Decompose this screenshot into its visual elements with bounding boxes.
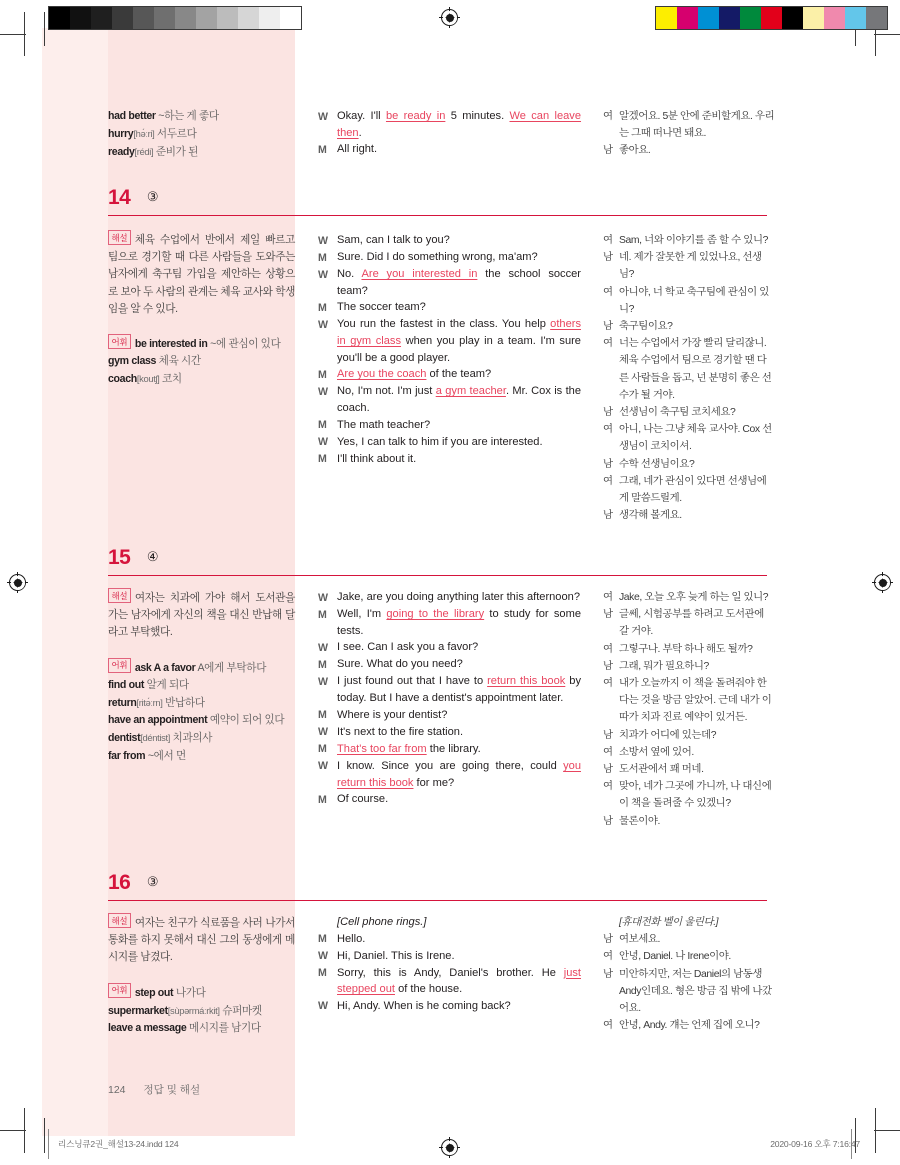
question-rule-16 <box>108 900 767 901</box>
translation-line <box>603 421 775 455</box>
translation-text: 치과가 어디에 있는데? <box>619 729 717 741</box>
script-line <box>318 758 581 791</box>
speaker-label-ko: 여 <box>603 746 613 758</box>
vocabulary-tag: 어휘 <box>108 334 131 349</box>
translation-line <box>603 641 775 658</box>
script-line <box>318 656 581 673</box>
script-text: All right. <box>337 143 378 156</box>
vocab-term: leave a message <box>108 1022 187 1035</box>
translation-text: 알겠어요. 5분 안에 준비할게요. 우리는 그때 떠나면 돼요. <box>619 111 775 140</box>
speaker-label-ko: 여 <box>603 643 613 655</box>
script-line <box>318 141 581 158</box>
script-text: Where is your dentist? <box>337 708 448 721</box>
script-text: I see. Can I ask you a favor? <box>337 641 479 654</box>
translation-text: 안녕, Daniel. 나 Irene이야. <box>619 951 731 963</box>
translation-text: Sam, 너와 이야기를 좀 할 수 있니? <box>619 235 768 246</box>
translation-text: 축구팀이요? <box>619 321 673 333</box>
script-line <box>318 434 581 451</box>
speaker-label: W <box>318 110 328 123</box>
speaker-label: M <box>318 967 327 980</box>
vocab-meaning: 준비가 된 <box>153 146 199 159</box>
vocab-term: step out <box>134 986 174 999</box>
stage-direction: [Cell phone rings.] <box>337 916 427 928</box>
swatch-2 <box>698 7 719 29</box>
vocab-pronunciation: [rédi] <box>134 146 154 158</box>
speaker-label: M <box>318 743 327 756</box>
script-text: Okay. I'll be ready in 5 minutes. We can leave then. <box>337 110 582 139</box>
translation-text: Jake, 오늘 오후 늦게 하는 일 있니? <box>619 592 769 603</box>
speaker-label: W <box>318 1000 328 1013</box>
vocab-entry <box>108 353 295 370</box>
speaker-label: M <box>318 658 327 671</box>
vocab-entry <box>108 1002 295 1020</box>
speaker-label-ko: 남 <box>603 510 613 522</box>
translation-line <box>603 778 775 812</box>
speaker-label: M <box>318 453 327 466</box>
speaker-label-ko: 남 <box>603 407 613 419</box>
speaker-label-ko: 남 <box>603 660 613 672</box>
script-text: No, I'm not. I'm just a gym teacher. Mr. Cox is the coach. <box>337 385 582 414</box>
script-line <box>318 366 581 383</box>
translation-line <box>603 456 775 473</box>
speaker-label-ko: 남 <box>603 609 613 621</box>
script-line <box>318 931 581 948</box>
speaker-label: W <box>318 675 328 688</box>
question-answer-15: ④ <box>146 549 159 564</box>
swatch-9 <box>238 7 259 29</box>
script-text: The soccer team? <box>337 301 426 314</box>
explanation-block-16 <box>108 913 295 967</box>
speaker-label-ko: 여 <box>603 781 613 793</box>
vocab-pronunciation: [ritə́ːrn] <box>136 697 163 709</box>
question-number-16: 16 <box>108 871 131 894</box>
speaker-label-ko: 남 <box>603 729 613 741</box>
script-text: The math teacher? <box>337 418 431 431</box>
translation-line <box>603 914 775 931</box>
swatch-4 <box>133 7 154 29</box>
translation-text: 맞아, 네가 그곳에 가니까, 나 대신에 이 책을 돌려줄 수 있겠니? <box>619 781 772 810</box>
slug-filename: 리스닝큐2권_해설13-24.indd 124 <box>58 1139 179 1149</box>
swatch-0 <box>49 7 70 29</box>
script-text: I'll think about it. <box>337 452 417 465</box>
swatch-2 <box>91 7 112 29</box>
translation-text: 생각해 볼게요. <box>619 510 682 522</box>
explanation-tag: 해설 <box>108 230 131 245</box>
page-footer <box>108 1082 200 1097</box>
translation-text: 그렇구나. 부탁 하나 해도 될까? <box>619 643 753 655</box>
vocab-pronunciation: [sùpərmáːrkit] <box>167 1004 220 1016</box>
speaker-label-ko: 여 <box>603 111 613 122</box>
grayscale-swatch-bar <box>48 6 302 30</box>
speaker-label-ko: 여 <box>603 286 613 298</box>
registration-target-icon-left <box>9 574 26 591</box>
speaker-label: M <box>318 143 327 156</box>
speaker-label: W <box>318 591 328 604</box>
script-line <box>318 639 581 656</box>
vocab-meaning: 슈퍼마켓 <box>219 1004 262 1017</box>
crop-mark-top-left-v2 <box>44 12 45 46</box>
translation-text: 선생님이 축구팀 코치세요? <box>619 407 736 419</box>
registration-target-icon-bottom <box>441 1139 458 1156</box>
vocab-entry <box>135 662 266 674</box>
translation-line <box>603 966 775 1018</box>
translation-line <box>603 318 775 335</box>
speaker-label: W <box>318 950 328 963</box>
vocabulary-tag: 어휘 <box>108 983 131 998</box>
question-rule-15 <box>108 575 767 576</box>
script-line <box>318 451 581 468</box>
script-line <box>318 249 581 266</box>
vocab-meaning: 코치 <box>159 373 182 386</box>
translation-line <box>603 1017 775 1034</box>
speaker-label-ko: 여 <box>603 678 613 690</box>
slug-divider-left <box>48 1129 49 1159</box>
question-14-korean <box>603 232 775 524</box>
vocab-meaning: 체육 시간 <box>156 355 201 368</box>
swatch-9 <box>845 7 866 29</box>
script-line <box>318 316 581 366</box>
swatch-8 <box>217 7 238 29</box>
vocab-block-16 <box>108 983 295 1038</box>
translation-text: 내가 오늘까지 이 책을 돌려줘야 한다는 것을 방금 알았어. 근데 내가 이따가 치과 진료 예약이 있거든. <box>619 678 772 724</box>
vocab-term: had better <box>108 110 156 122</box>
translation-line <box>603 507 775 524</box>
vocab-term: return <box>108 697 137 710</box>
script-line <box>318 606 581 639</box>
vocab-entry <box>108 694 295 712</box>
script-line <box>318 724 581 741</box>
vocab-entry <box>108 729 295 747</box>
crop-mark-bottom-left-v2 <box>44 1118 45 1153</box>
translation-text: 수학 선생님이요? <box>619 458 695 470</box>
script-line <box>318 741 581 758</box>
translation-line <box>603 931 775 948</box>
translation-text: 여보세요. <box>619 934 661 946</box>
question-16-korean <box>603 914 775 1034</box>
speaker-label-ko: 남 <box>603 934 613 946</box>
question-answer-16: ③ <box>146 874 159 889</box>
vocab-meaning: 서두르다 <box>154 128 197 141</box>
question-16-script <box>318 914 581 1015</box>
speaker-label: M <box>318 301 327 314</box>
translation-line <box>603 658 775 675</box>
explanation-block-15 <box>108 588 295 642</box>
speaker-label-ko: 남 <box>603 458 613 470</box>
translation-text: 네. 제가 잘못한 게 있었나요, 선생님? <box>619 252 762 281</box>
question-rule-14 <box>108 215 767 216</box>
script-text: Of course. <box>337 793 389 806</box>
vocab-pronunciation: [déntist] <box>140 732 170 744</box>
speaker-label-ko: 남 <box>603 252 613 264</box>
explanation-tag: 해설 <box>108 588 131 603</box>
script-line <box>318 299 581 316</box>
vocab-pronunciation: [hə́ːri] <box>133 128 155 140</box>
speaker-label: W <box>318 268 328 281</box>
speaker-label: W <box>318 436 328 449</box>
translation-line <box>603 744 775 761</box>
vocab-term: far from <box>108 749 146 762</box>
script-line <box>318 589 581 606</box>
slug-timestamp: 2020-09-16 오후 7:16:47 <box>770 1139 860 1149</box>
translation-line <box>603 606 775 640</box>
vocab-meaning: 나가다 <box>173 986 206 999</box>
swatch-6 <box>782 7 803 29</box>
vocab-block-15 <box>108 658 295 765</box>
vocab-entry <box>108 748 295 765</box>
speaker-label-ko: 여 <box>603 338 613 350</box>
speaker-label-ko: 여 <box>603 475 613 487</box>
script-text: Well, I'm going to the library to study for some tests. <box>337 608 581 637</box>
script-line <box>318 965 581 998</box>
script-text: You run the fastest in the class. You help others in gym class when you play in a team. I'm sure you'll be a good player. <box>337 318 581 364</box>
explanation-text: 체육 수업에서 반에서 제일 빠르고 팀으로 경기할 때 다른 사람들을 도와주는 남자에게 축구팀 가입을 제안하는 상황으로 보아 두 사람의 관계는 체육 교사와 학생임을 알 수 있다. <box>108 234 295 315</box>
speaker-label: M <box>318 709 327 722</box>
script-text: Hello. <box>337 932 366 945</box>
speaker-label-ko: 여 <box>603 951 613 963</box>
speaker-label: W <box>318 726 328 739</box>
speaker-label: M <box>318 608 327 621</box>
translation-text: 도서관에서 꽤 머네. <box>619 764 704 776</box>
question-header-16 <box>108 871 767 895</box>
vocab-entry <box>108 143 295 161</box>
script-text: No. Are you interested in the school soccer team? <box>337 268 581 297</box>
registration-target-icon-top <box>441 9 458 26</box>
speaker-label: M <box>318 933 327 946</box>
vocab-entry <box>108 712 295 729</box>
script-line <box>318 998 581 1015</box>
swatch-3 <box>112 7 133 29</box>
speaker-label-ko: 남 <box>603 815 613 827</box>
script-text: Hi, Daniel. This is Irene. <box>337 949 455 962</box>
swatch-5 <box>761 7 782 29</box>
vocab-term: supermarket <box>108 1004 168 1017</box>
explanation-text: 여자는 친구가 식료품을 사러 나가서 통화를 하지 못해서 대신 그의 동생에게 메시지를 남겼다. <box>108 917 295 964</box>
script-text: That's too far from the library. <box>337 742 481 755</box>
vocab-entry <box>135 987 206 999</box>
speaker-label: W <box>318 385 328 398</box>
question-number-14: 14 <box>108 186 131 209</box>
vocab-term: hurry <box>108 128 134 141</box>
vocab-entry <box>108 1020 295 1037</box>
script-text: Yes, I can talk to him if you are interested. <box>337 435 543 448</box>
crop-mark-left-h-top <box>0 34 26 35</box>
explanation-text: 여자는 치과에 가야 해서 도서관을 가는 남자에게 자신의 책을 대신 반납해 달라고 부탁했다. <box>108 592 295 639</box>
vocabulary-tag: 어휘 <box>108 658 131 673</box>
crop-mark-left-h-bottom <box>0 1130 26 1131</box>
translation-line <box>603 249 775 283</box>
vocab-block-14 <box>108 334 295 389</box>
vocab-meaning: ~하는 게 좋다 <box>155 110 219 122</box>
vocab-term: gym class <box>108 355 157 368</box>
vocab-meaning: 치과의사 <box>169 732 213 745</box>
script-text: Sorry, this is Andy, Daniel's brother. He just stepped out of the house. <box>337 966 581 996</box>
speaker-label: M <box>318 419 327 432</box>
script-line <box>318 383 581 416</box>
question-14-annotations <box>108 230 295 389</box>
question-header-14 <box>108 186 767 210</box>
speaker-label-ko <box>603 914 619 931</box>
crop-mark-right-h-top <box>874 34 900 35</box>
script-text: Are you the coach of the team? <box>337 368 492 381</box>
translation-line <box>603 761 775 778</box>
swatch-1 <box>677 7 698 29</box>
speaker-label-ko: 여 <box>603 235 613 246</box>
translation-line <box>603 727 775 744</box>
speaker-label: M <box>318 793 327 806</box>
speaker-label: W <box>318 760 328 773</box>
page-footer-label: 정답 및 해설 <box>143 1084 201 1096</box>
vocab-term: ready <box>108 146 135 159</box>
question-15-annotations <box>108 588 295 765</box>
script-line <box>318 791 581 808</box>
vocab-meaning: 반납하다 <box>162 697 205 710</box>
explanation-tag: 해설 <box>108 913 131 928</box>
explanation-block-14 <box>108 230 295 318</box>
swatch-7 <box>803 7 824 29</box>
speaker-label-ko: 남 <box>603 764 613 776</box>
script-text: Sure. What do you need? <box>337 658 463 671</box>
speaker-label: M <box>318 251 327 264</box>
script-line <box>318 417 581 434</box>
translation-line <box>603 335 775 404</box>
swatch-3 <box>719 7 740 29</box>
swatch-10 <box>866 7 887 29</box>
script-line <box>318 232 581 249</box>
translation-text: 글쎄, 시험공부를 하려고 도서관에 갈 거야. <box>619 609 764 638</box>
translation-text: 물론이야. <box>619 815 661 827</box>
vocab-term: be interested in <box>134 338 208 351</box>
translation-text: 미안하지만, 저는 Daniel의 남동생 Andy인데요. 형은 방금 집 밖에 나갔어요. <box>619 968 772 1015</box>
speaker-label <box>318 914 337 931</box>
question-15-korean <box>603 589 775 830</box>
script-line <box>318 707 581 724</box>
speaker-label-ko: 여 <box>603 592 613 603</box>
vocab-entry <box>108 370 295 388</box>
page-number: 124 <box>108 1084 126 1096</box>
stage-direction-ko: [휴대전화 벨이 울린다.] <box>619 917 719 928</box>
question-answer-14: ③ <box>146 189 159 204</box>
translation-text: 아니, 나는 그냥 체육 교사야. Cox 선생님이 코치이셔. <box>619 424 772 453</box>
top-fragment-vocab <box>108 108 295 162</box>
swatch-6 <box>175 7 196 29</box>
question-15-script <box>318 589 581 808</box>
vocab-meaning: 알게 되다 <box>144 678 189 691</box>
swatch-7 <box>196 7 217 29</box>
vocab-entry <box>108 677 295 694</box>
script-text: I know. Since you are going there, could you return this book for me? <box>337 759 581 789</box>
translation-text: 그래, 뭐가 필요하니? <box>619 660 709 672</box>
vocab-entry <box>108 125 295 143</box>
question-14-script <box>318 232 581 468</box>
script-line <box>318 108 581 141</box>
question-number-15: 15 <box>108 546 131 569</box>
vocab-term: coach <box>108 373 137 386</box>
swatch-8 <box>824 7 845 29</box>
top-fragment-korean <box>603 108 775 160</box>
script-line <box>318 266 581 299</box>
vocab-meaning: 메시지를 남기다 <box>186 1022 261 1035</box>
speaker-label: W <box>318 318 328 331</box>
script-line <box>318 948 581 965</box>
translation-line <box>603 142 775 159</box>
vocab-entry <box>135 338 281 350</box>
vocab-term: dentist <box>108 732 141 745</box>
swatch-4 <box>740 7 761 29</box>
question-header-15 <box>108 546 767 570</box>
color-swatch-bar <box>655 6 888 30</box>
translation-line <box>603 108 775 142</box>
script-text: Sam, can I talk to you? <box>337 234 450 246</box>
translation-text: 좋아요. <box>619 145 651 157</box>
swatch-11 <box>280 7 301 29</box>
vocab-meaning: ~에서 먼 <box>145 749 186 762</box>
speaker-label: M <box>318 368 327 381</box>
translation-line <box>603 473 775 507</box>
vocab-meaning: A에게 부탁하다 <box>195 661 267 674</box>
translation-line <box>603 813 775 830</box>
vocab-term: ask A a favor <box>134 661 196 674</box>
translation-text: 그래, 네가 관심이 있다면 선생님에게 말씀드릴게. <box>619 475 767 505</box>
swatch-0 <box>656 7 677 29</box>
swatch-1 <box>70 7 91 29</box>
script-line <box>318 673 581 706</box>
translation-line <box>603 589 775 606</box>
speaker-label-ko: 여 <box>603 424 613 436</box>
vocab-entry <box>108 108 295 125</box>
speaker-label-ko: 여 <box>603 1020 613 1032</box>
swatch-5 <box>154 7 175 29</box>
vocab-pronunciation: [koutʃ] <box>136 373 160 385</box>
speaker-label-ko: 남 <box>603 321 613 333</box>
translation-text: 아니야, 너 학교 축구팀에 관심이 있니? <box>619 286 769 315</box>
translation-line <box>603 284 775 318</box>
vocab-term: find out <box>108 678 145 691</box>
script-line <box>318 914 581 931</box>
script-text: Hi, Andy. When is he coming back? <box>337 999 511 1012</box>
speaker-label-ko: 남 <box>603 968 613 980</box>
translation-line <box>603 675 775 727</box>
vocab-meaning: 예약이 되어 있다 <box>207 714 285 727</box>
vocab-term: have an appointment <box>108 714 208 727</box>
top-fragment-script <box>318 108 581 158</box>
translation-line <box>603 404 775 421</box>
script-text: I just found out that I have to return this book by today. But I have a dentist's appointment later. <box>337 675 581 705</box>
translation-text: 안녕, Andy. 걔는 언제 집에 오니? <box>619 1020 760 1032</box>
speaker-label-ko: 남 <box>603 145 613 157</box>
script-text: Sure. Did I do something wrong, ma'am? <box>337 251 538 264</box>
script-text: It's next to the fire station. <box>337 725 464 738</box>
swatch-10 <box>259 7 280 29</box>
speaker-label: W <box>318 234 328 247</box>
translation-text: 너는 수업에서 가장 빨리 달리잖니. 체육 수업에서 팀으로 경기할 땐 다른 사람들을 돕고, 넌 분명히 좋은 선수가 될 거야. <box>619 338 772 401</box>
crop-mark-right-h-bottom <box>874 1130 900 1131</box>
script-text: Jake, are you doing anything later this afternoon? <box>337 591 580 603</box>
translation-line <box>603 948 775 965</box>
registration-target-icon-right <box>874 574 891 591</box>
speaker-label: W <box>318 641 328 654</box>
translation-line <box>603 232 775 249</box>
translation-text: 소방서 옆에 있어. <box>619 746 694 758</box>
vocab-meaning: ~에 관심이 있다 <box>207 338 281 351</box>
question-16-annotations <box>108 913 295 1037</box>
